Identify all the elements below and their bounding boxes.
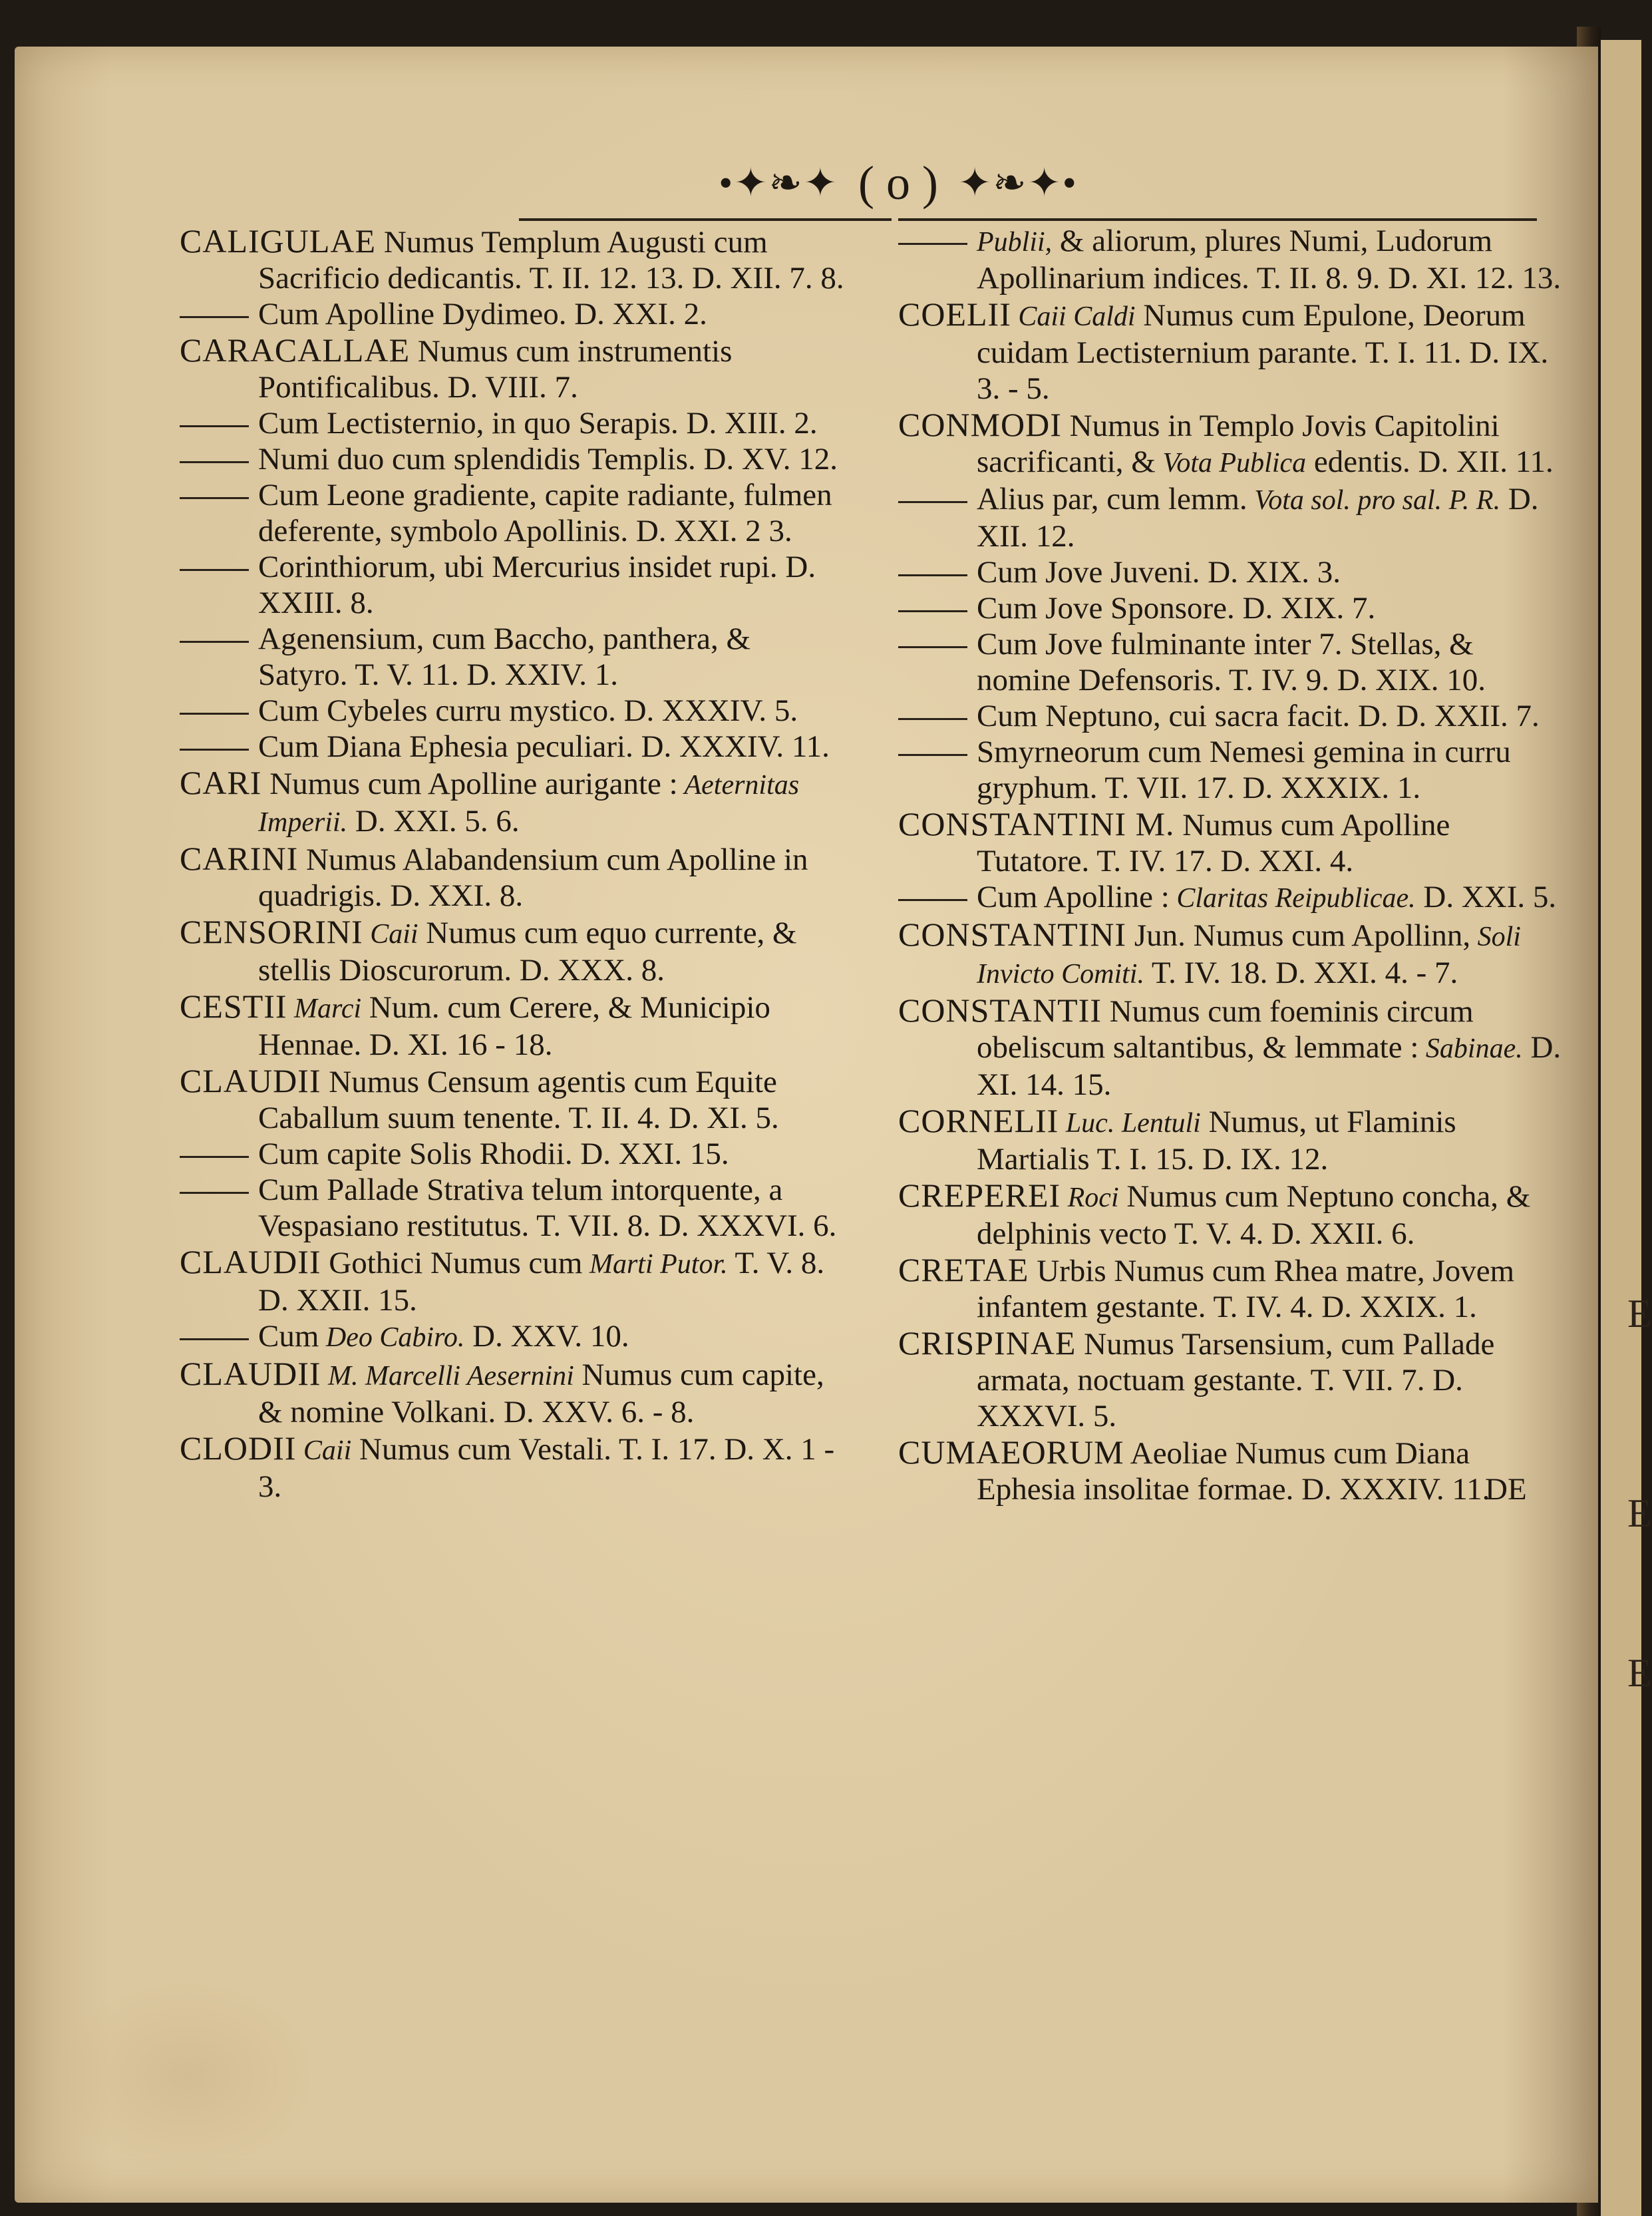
entry-text: Cum Neptuno, cui sacra facit. D. D. XXII. 7. [977,699,1540,733]
entry-text: Numus cum instrumentis Pontificalibus. D. VIII. 7. [258,334,733,405]
entry-text: T. V. 8. D. XXII. 15. [258,1246,825,1318]
entry-text: Gothici Numus cum [321,1246,583,1280]
left-entry [180,1356,845,1430]
right-entry [898,407,1564,481]
left-entry [180,441,845,477]
entry-headword: CALIGULAE [180,222,377,260]
right-entry [898,1252,1564,1325]
right-entry [898,992,1564,1103]
header-rule-left [519,218,892,221]
left-entry [180,729,845,765]
ditto-dash [180,569,249,571]
entry-text: Numus cum Apolline aurigante : [261,767,678,801]
entry-text: Urbis Numus cum Rhea matre, Jovem infantem gestante. T. IV. 4. D. XXIX. 1. [977,1254,1515,1324]
left-entry [180,477,845,549]
entry-italic: Deo Cabiro. [319,1322,465,1353]
ditto-dash [180,713,249,715]
right-entry [898,1103,1564,1177]
entry-text: Cum Leone gradiente, capite radiante, fulmen deferente, symbolo Apollinis. D. XXI. 2 3. [258,478,832,548]
entry-headword: CENSORINI [180,913,363,950]
left-column [180,223,845,1505]
entry-headword: CREPEREI [898,1177,1061,1214]
entry-text: edentis. D. XII. 11. [1306,445,1554,479]
left-entry [180,1136,845,1172]
ditto-dash [180,425,249,427]
entry-text: Cum Apolline : [977,880,1170,914]
right-entry [898,879,1564,916]
entry-text: Num. cum Cerere, & Municipio Hennae. D. XI. 16 - 18. [258,990,770,1062]
left-entry [180,223,845,296]
ornament-right-icon: ✦❧✦• [957,161,1078,205]
left-entry [180,332,845,405]
ditto-dash [180,749,249,751]
entry-italic: Sabinae. [1418,1033,1523,1064]
entry-headword: CONSTANTINI [898,916,1127,953]
right-entry [898,481,1564,554]
ditto-dash [898,754,967,756]
entry-italic: Publii, [977,227,1053,258]
ditto-dash [898,574,967,576]
entry-headword: CONSTANTINI M. [898,805,1175,842]
left-entry [180,765,845,840]
entry-text: Cum Cybeles curru mystico. D. XXXIV. 5. [258,693,798,728]
right-entry [898,626,1564,698]
entry-text: Numi duo cum splendidis Templis. D. XV. 12. [258,442,838,476]
entry-text: Cum Diana Ephesia peculiari. D. XXXIV. 11. [258,729,830,764]
paper-stain [55,1976,321,2176]
next-page-edge [1601,40,1652,2216]
left-entry [180,621,845,693]
entry-text: Numus cum Vestali. T. I. 17. D. X. 1 - 3. [258,1432,835,1504]
ditto-dash [898,501,967,503]
left-entry [180,914,845,988]
entry-italic: Caii [363,919,418,950]
entry-text: Numus Censum agentis cum Equite Caballum suum tenente. T. II. 4. D. XI. 5. [258,1065,779,1135]
entry-text: Cum Pallade Strativa telum intorquente, a Vespasiano restitutus. T. VII. 8. D. XXXVI. 6. [258,1173,837,1243]
header-rule-right [898,218,1537,221]
entry-italic: Soli Invicto Comiti. [977,922,1521,990]
right-entry [898,734,1564,806]
ditto-dash [180,1192,249,1194]
left-entry [180,988,845,1063]
page-header [665,150,1131,216]
entry-italic: Vota sol. pro sal. P. R. [1247,485,1501,516]
entry-italic: M. Marcelli Aesernini [321,1361,574,1391]
page-number: ( o ) [858,156,938,210]
right-entry [898,223,1564,296]
left-entry [180,405,845,441]
entry-headword: CLODII [180,1429,297,1467]
entry-text: D. XII. 12. [977,482,1539,554]
entry-text: Cum [258,1319,319,1354]
entry-text: D. XXI. 5. [1415,880,1557,914]
ditto-dash [180,497,249,499]
entry-text: T. IV. 18. D. XXI. 4. - 7. [1144,956,1458,990]
ditto-dash [180,641,249,643]
entry-italic: Claritas Reipublicae. [1169,883,1416,914]
entry-text: Numus Templum Augusti cum Sacrificio dedicantis. T. II. 12. 13. D. XII. 7. 8. [258,225,844,295]
right-entry [898,1325,1564,1434]
next-page-letter: E [1627,1292,1652,1336]
entry-text: Agenensium, cum Baccho, panthera, & Satyro. T. V. 11. D. XXIV. 1. [258,622,751,692]
entry-text: Numus in Templo Jovis Capitolini sacrificanti, & [977,409,1500,479]
entry-headword: CESTII [180,988,287,1025]
ditto-dash [898,646,967,648]
entry-headword: CRETAE [898,1251,1029,1288]
left-entry [180,296,845,332]
entry-headword: CLAUDII [180,1355,321,1392]
right-entry [898,296,1564,407]
entry-text: Numus cum foeminis circum obeliscum saltantibus, & lemmate : [977,994,1474,1065]
entry-text: & aliorum, plures Numi, Ludorum Apollinarium indices. T. II. 8. 9. D. XI. 12. 13. [977,224,1562,295]
right-entry [898,590,1564,626]
entry-italic: Caii [296,1435,352,1466]
entry-headword: CONSTANTII [898,992,1102,1029]
entry-text: Corinthiorum, ubi Mercurius insidet rupi. D. XXIII. 8. [258,550,816,620]
left-entry [180,1172,845,1244]
entry-italic: Marti Putor. [582,1249,728,1280]
ditto-dash [898,718,967,720]
right-entry [898,698,1564,734]
entry-headword: CRISPINAE [898,1324,1076,1362]
entry-italic: Aeternitas Imperii. [258,770,800,838]
entry-headword: CUMAEORUM [898,1433,1124,1471]
entry-text: Cum Jove Sponsore. D. XIX. 7. [977,591,1376,626]
ditto-dash [898,610,967,612]
right-entry [898,1177,1564,1252]
entry-italic: Marci [287,994,362,1024]
entry-text: Numus Tarsensium, cum Pallade armata, noctuam gestante. T. VII. 7. D. XXXVI. 5. [977,1327,1495,1433]
right-entry [898,806,1564,879]
entry-text: Numus cum capite, & nomine Volkani. D. XXV. 6. - 8. [258,1358,824,1429]
entry-italic: Vota Publica [1155,448,1307,478]
right-column [898,223,1564,1507]
ditto-dash [898,899,967,901]
entry-headword: CLAUDII [180,1243,321,1280]
entry-text: D. XXV. 10. [464,1319,629,1354]
ditto-dash [180,316,249,318]
left-entry [180,549,845,621]
entry-headword: CARINI [180,840,299,877]
left-entry [180,693,845,729]
entry-text: Cum capite Solis Rhodii. D. XXI. 15. [258,1137,729,1171]
entry-text: Numus cum Apolline Tutatore. T. IV. 17. D. XXI. 4. [977,808,1450,878]
entry-headword: CARACALLAE [180,331,411,369]
entry-text: Cum Lectisternio, in quo Serapis. D. XIII. 2. [258,406,818,441]
right-entry: CUMAEORUM Aeoliae Numus cum Diana Ephesia insolitae formae. D. XXXIV. 11. DE [898,1433,1527,1507]
entry-text: Numus cum Epulone, Deorum cuidam Lectisternium parante. T. I. 11. D. IX. 3. - 5. [977,298,1549,406]
entry-italic: Roci [1061,1183,1119,1213]
entry-headword: COELII [898,295,1011,333]
right-entry [898,916,1564,992]
entry-text: D. XXI. 5. 6. [347,804,520,838]
entry-headword: CONMODI [898,406,1062,443]
entry-text: Smyrneorum cum Nemesi gemina in curru gryphum. T. VII. 17. D. XXXIX. 1. [977,735,1511,805]
entry-text: Cum Jove fulminante inter 7. Stellas, & nomine Defensoris. T. IV. 9. D. XIX. 10. [977,627,1486,697]
left-entry [180,840,845,914]
entry-text: Numus cum equo currente, & stellis Dioscurorum. D. XXX. 8. [258,916,797,988]
entry-headword: CARI [180,764,262,801]
entry-text: Numus Alabandensium cum Apolline in quadrigis. D. XXI. 8. [258,842,808,913]
next-page-letter: E [1627,1491,1652,1535]
ditto-dash [180,461,249,463]
entry-text: Cum Jove Juveni. D. XIX. 3. [977,555,1341,590]
entry-italic: Luc. Lentuli [1059,1108,1201,1139]
entry-text: Jun. Numus cum Apollinn, [1126,918,1471,953]
entry-text: Numus cum Neptuno concha, & delphinis vecto T. V. 4. D. XXII. 6. [977,1179,1531,1251]
entry-headword: CLAUDII [180,1062,321,1099]
ditto-dash [180,1338,249,1340]
left-entry [180,1244,845,1318]
entry-text: Numus, ut Flaminis Martialis T. I. 15. D. IX. 12. [977,1105,1456,1177]
entry-text: D. XI. 14. 15. [977,1030,1562,1102]
ornament-left-icon: •✦❧✦ [719,161,839,205]
entry-text: Aeoliae Numus cum Diana Ephesia insolitae formae. D. XXXIV. 11. [977,1436,1490,1507]
entry-text: Cum Apolline Dydimeo. D. XXI. 2. [258,297,707,331]
left-entry [180,1318,845,1356]
right-entry [898,554,1564,590]
left-entry [180,1063,845,1136]
ditto-dash [898,243,967,245]
next-page-letter: E [1627,1651,1652,1695]
entry-italic: Caii Caldi [1011,301,1136,332]
entry-headword: CORNELII [898,1102,1059,1139]
left-entry [180,1430,845,1505]
entry-text: Alius par, cum lemm. [977,482,1247,516]
ditto-dash [180,1156,249,1158]
